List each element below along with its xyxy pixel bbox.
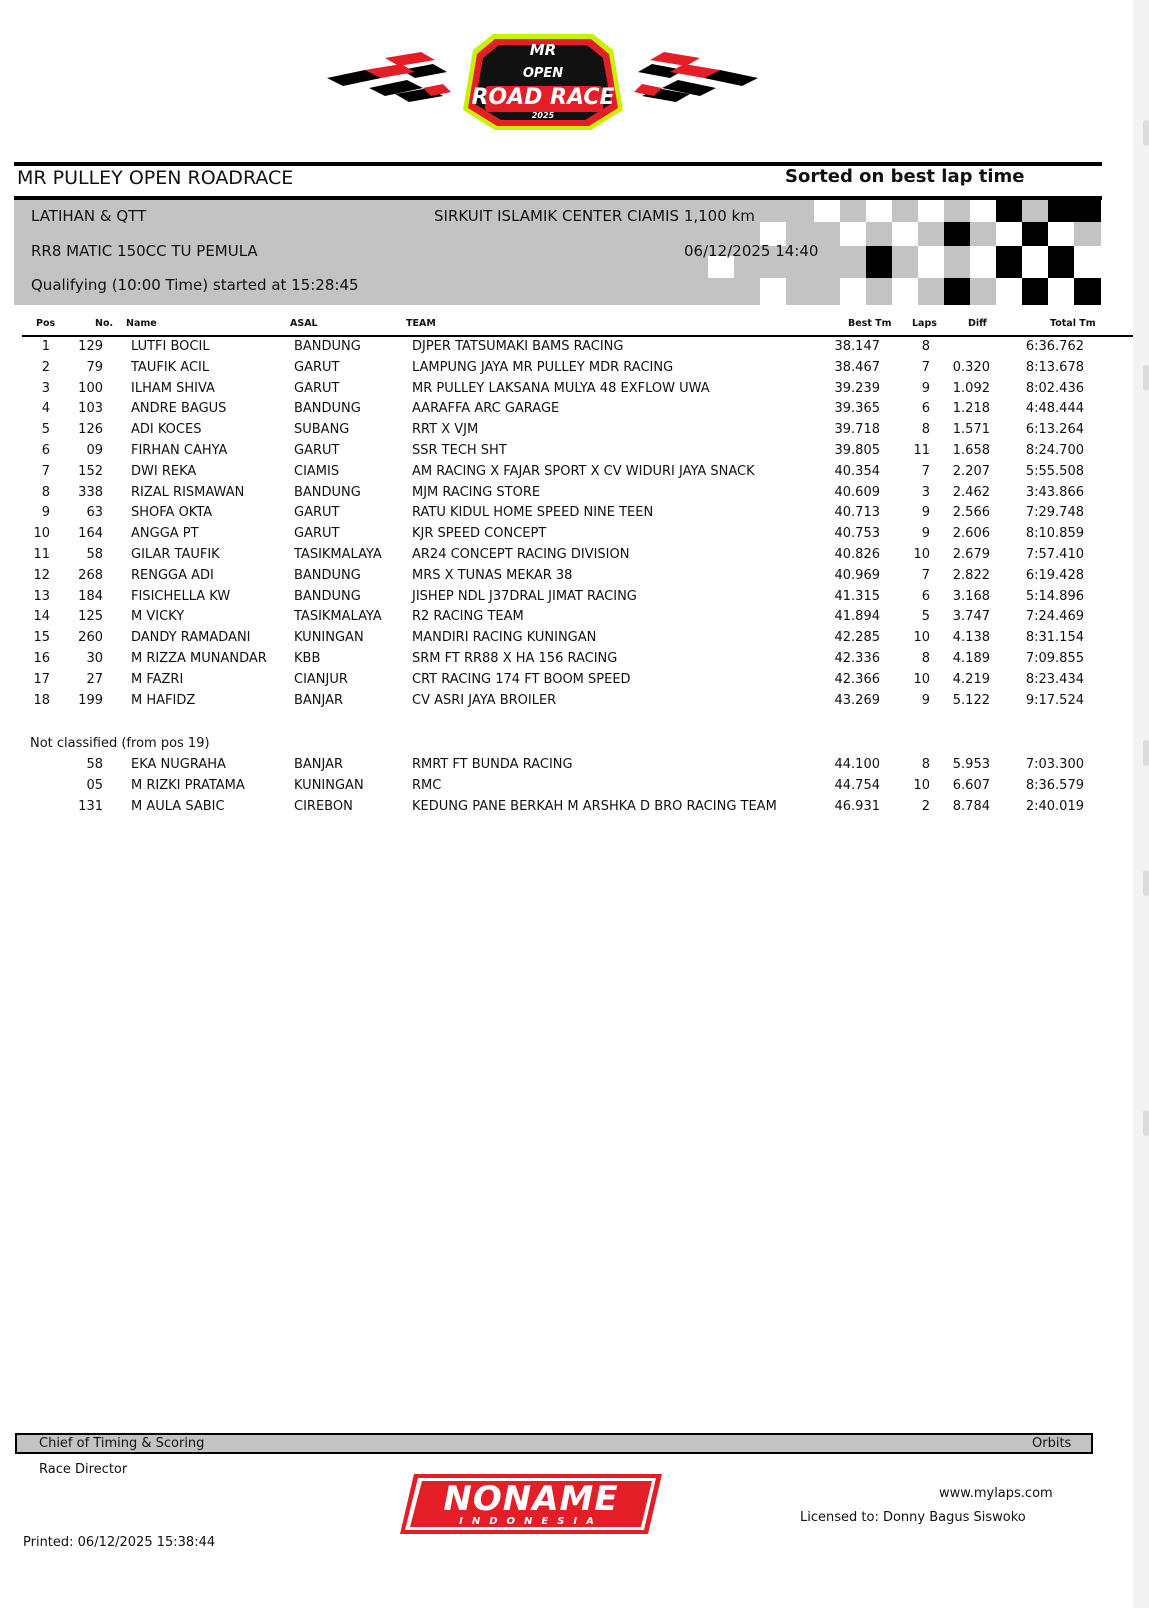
cell-name: TAUFIK ACIL: [131, 359, 210, 375]
cell-pos: 8: [41, 484, 50, 500]
table-row: [0, 778, 1133, 798]
cell-laps: 6: [921, 401, 930, 417]
cell-no: 05: [86, 777, 103, 793]
cell-laps: 8: [921, 422, 930, 438]
cell-laps: 11: [913, 443, 930, 458]
cell-best: 40.969: [834, 567, 880, 583]
col-no: No.: [95, 318, 114, 329]
cell-name: M RIZZA MUNANDAR: [131, 651, 267, 666]
cell-pos: 17: [33, 671, 50, 687]
cell-team: MJM RACING STORE: [412, 484, 541, 500]
cell-diff: 5.122: [952, 692, 990, 708]
cell-total: 7:29.748: [1025, 505, 1084, 521]
cell-team: AARAFFA ARC GARAGE: [412, 401, 560, 417]
cell-total: 3:43.866: [1025, 484, 1084, 500]
edge-mark: [1143, 365, 1149, 391]
cell-diff: 1.658: [952, 443, 990, 458]
table-row: [0, 381, 1133, 401]
cell-diff: 1.092: [952, 380, 990, 396]
table-row: [0, 505, 1133, 525]
cell-team: AM RACING X FAJAR SPORT X CV WIDURI JAYA SNACK: [412, 463, 755, 479]
cell-asal: BANJAR: [294, 692, 344, 708]
cell-diff: 4.219: [952, 671, 990, 687]
cell-no: 58: [86, 757, 103, 772]
table-row: [0, 672, 1133, 692]
table-row: [0, 526, 1133, 546]
cell-best: 40.354: [834, 463, 880, 479]
race-class: RR8 MATIC 150CC TU PEMULA: [31, 242, 258, 260]
cell-asal: GARUT: [294, 359, 340, 375]
cell-no: 58: [86, 547, 103, 562]
col-laps: Laps: [912, 318, 937, 329]
cell-best: 40.826: [834, 547, 880, 562]
table-row: [0, 609, 1133, 629]
cell-name: RIZAL RISMAWAN: [131, 484, 245, 500]
cell-asal: BANDUNG: [294, 588, 361, 604]
table-row: [0, 568, 1133, 588]
cell-total: 5:14.896: [1025, 588, 1084, 604]
cell-total: 7:57.410: [1025, 547, 1084, 562]
cell-diff: 1.218: [952, 401, 990, 417]
cell-team: KJR SPEED CONCEPT: [412, 526, 547, 542]
cell-laps: 10: [913, 671, 930, 687]
cell-best: 39.365: [834, 401, 880, 417]
cell-pos: 12: [33, 567, 50, 583]
cell-no: 126: [78, 422, 103, 438]
cell-pos: 2: [41, 359, 50, 375]
cell-asal: KBB: [294, 651, 321, 666]
cell-team: R2 RACING TEAM: [412, 609, 524, 625]
cell-best: 44.100: [834, 757, 880, 772]
cell-best: 41.894: [834, 609, 880, 625]
cell-no: 30: [86, 651, 103, 666]
cell-asal: GARUT: [294, 380, 340, 396]
cell-pos: 11: [33, 547, 50, 562]
cell-pos: 18: [33, 692, 50, 708]
footer-bar: [15, 1433, 1093, 1454]
cell-team: RMRT FT BUNDA RACING: [412, 757, 573, 772]
table-row: [0, 630, 1133, 650]
cell-total: 8:36.579: [1025, 777, 1084, 793]
cell-asal: BANJAR: [294, 757, 344, 772]
cell-no: 184: [78, 588, 103, 604]
cell-laps: 10: [913, 630, 930, 646]
cell-no: 125: [78, 609, 103, 625]
table-row: [0, 464, 1133, 484]
cell-name: ADI KOCES: [131, 422, 202, 438]
table-row: [0, 443, 1133, 463]
cell-diff: 3.168: [952, 588, 990, 604]
table-header-rule: [22, 335, 1133, 337]
cell-team: SRM FT RR88 X HA 156 RACING: [412, 651, 618, 666]
cell-no: 129: [78, 339, 103, 354]
page-edge: [1133, 0, 1149, 1608]
cell-best: 42.285: [834, 630, 880, 646]
table-row: [0, 547, 1133, 567]
results-table-header: [0, 318, 1133, 334]
cell-no: 27: [86, 671, 103, 687]
cell-pos: 15: [33, 630, 50, 646]
col-asal: ASAL: [290, 318, 318, 329]
session-type: LATIHAN & QTT: [31, 207, 147, 225]
cell-asal: CIREBON: [294, 798, 353, 814]
cell-laps: 10: [913, 547, 930, 562]
cell-laps: 9: [921, 505, 930, 521]
cell-name: ILHAM SHIVA: [131, 380, 215, 396]
cell-laps: 8: [921, 651, 930, 666]
session-datetime: 06/12/2025 14:40: [684, 242, 819, 260]
cell-team: DJPER TATSUMAKI BAMS RACING: [412, 339, 624, 354]
sort-label: Sorted on best lap time: [785, 166, 1025, 187]
cell-diff: 2.566: [952, 505, 990, 521]
cell-total: 8:24.700: [1025, 443, 1084, 458]
cell-name: M FAZRI: [131, 671, 184, 687]
col-total-time: Total Tm: [1050, 318, 1096, 329]
cell-total: 2:40.019: [1025, 798, 1084, 814]
cell-team: LAMPUNG JAYA MR PULLEY MDR RACING: [412, 359, 674, 375]
cell-team: AR24 CONCEPT RACING DIVISION: [412, 547, 630, 562]
cell-no: 131: [78, 798, 103, 814]
cell-best: 38.467: [834, 359, 880, 375]
cell-team: MR PULLEY LAKSANA MULYA 48 EXFLOW UWA: [412, 380, 710, 396]
road-race-logo: [325, 30, 760, 140]
cell-team: RATU KIDUL HOME SPEED NINE TEEN: [412, 505, 654, 521]
cell-no: 268: [78, 567, 103, 583]
edge-mark: [1143, 1110, 1149, 1136]
cell-laps: 5: [921, 609, 930, 625]
cell-no: 09: [86, 443, 103, 458]
cell-diff: 6.607: [952, 777, 990, 793]
cell-best: 46.931: [834, 798, 880, 814]
cell-best: 41.315: [834, 588, 880, 604]
cell-pos: 14: [33, 609, 50, 625]
cell-best: 42.336: [834, 651, 880, 666]
cell-asal: GARUT: [294, 526, 340, 542]
cell-total: 7:09.855: [1025, 651, 1084, 666]
cell-name: DWI REKA: [131, 463, 197, 479]
cell-total: 7:24.469: [1025, 609, 1084, 625]
cell-best: 39.239: [834, 380, 880, 396]
col-diff: Diff: [968, 318, 987, 329]
noname-text: NONAME: [443, 1479, 619, 1519]
edge-mark: [1143, 120, 1149, 146]
cell-best: 38.147: [834, 339, 880, 354]
cell-laps: 7: [921, 463, 930, 479]
cell-pos: 9: [41, 505, 50, 521]
cell-laps: 7: [921, 359, 930, 375]
col-name: Name: [126, 318, 157, 329]
cell-name: FIRHAN CAHYA: [131, 443, 228, 458]
cell-asal: TASIKMALAYA: [294, 547, 382, 562]
cell-laps: 7: [921, 567, 930, 583]
qualifying-info: Qualifying (10:00 Time) started at 15:28:45: [31, 276, 359, 294]
cell-total: 5:55.508: [1025, 463, 1084, 479]
cell-name: GILAR TAUFIK: [131, 547, 220, 562]
cell-name: RENGGA ADI: [131, 567, 214, 583]
table-row: [0, 485, 1133, 505]
cell-best: 42.366: [834, 671, 880, 687]
logo-road-race-text: ROAD RACE: [471, 85, 615, 110]
cell-pos: 7: [41, 463, 50, 479]
col-pos: Pos: [36, 318, 56, 329]
cell-diff: 2.462: [952, 484, 990, 500]
cell-asal: BANDUNG: [294, 401, 361, 417]
cell-no: 260: [78, 630, 103, 646]
cell-asal: GARUT: [294, 443, 340, 458]
cell-total: 8:02.436: [1025, 380, 1084, 396]
cell-asal: KUNINGAN: [294, 777, 364, 793]
cell-diff: 2.606: [952, 526, 990, 542]
cell-total: 6:13.264: [1025, 422, 1084, 438]
cell-pos: 1: [41, 339, 50, 354]
orbits-label: Orbits: [1032, 1436, 1072, 1451]
table-row: [0, 757, 1133, 777]
table-row: [0, 589, 1133, 609]
cell-laps: 9: [921, 526, 930, 542]
cell-total: 8:23.434: [1025, 671, 1084, 687]
cell-total: 7:03.300: [1025, 757, 1084, 772]
cell-diff: 1.571: [952, 422, 990, 438]
cell-team: RRT X VJM: [412, 422, 479, 438]
cell-best: 40.753: [834, 526, 880, 542]
cell-team: CV ASRI JAYA BROILER: [412, 692, 557, 708]
cell-asal: BANDUNG: [294, 484, 361, 500]
cell-asal: CIAMIS: [294, 463, 340, 479]
cell-name: FISICHELLA KW: [131, 588, 231, 604]
chief-of-timing: Chief of Timing & Scoring: [39, 1436, 205, 1451]
cell-asal: KUNINGAN: [294, 630, 364, 646]
cell-laps: 9: [921, 692, 930, 708]
cell-diff: 2.822: [952, 567, 990, 583]
table-row: [0, 651, 1133, 671]
cell-pos: 6: [41, 443, 50, 458]
cell-name: M AULA SABIC: [131, 798, 225, 814]
cell-pos: 4: [41, 401, 50, 417]
logo-year-text: 2025: [531, 111, 555, 120]
cell-name: M RIZKI PRATAMA: [131, 777, 245, 793]
cell-laps: 10: [913, 777, 930, 793]
indonesia-text: INDONESIA: [459, 1516, 603, 1527]
edge-mark: [1143, 740, 1149, 766]
cell-diff: 0.320: [952, 359, 990, 375]
cell-asal: CIANJUR: [294, 671, 348, 687]
cell-laps: 2: [921, 798, 930, 814]
cell-no: 100: [78, 380, 103, 396]
circuit-name: SIRKUIT ISLAMIK CENTER CIAMIS 1,100 km: [434, 207, 755, 225]
cell-pos: 16: [33, 651, 50, 666]
cell-name: M HAFIDZ: [131, 692, 196, 708]
cell-laps: 9: [921, 380, 930, 396]
cell-diff: 8.784: [952, 798, 990, 814]
cell-name: EKA NUGRAHA: [131, 757, 226, 772]
cell-no: 164: [78, 526, 103, 542]
cell-total: 9:17.524: [1025, 692, 1084, 708]
col-team: TEAM: [406, 318, 436, 329]
cell-asal: GARUT: [294, 505, 340, 521]
cell-laps: 6: [921, 588, 930, 604]
table-row: [0, 360, 1133, 380]
cell-team: SSR TECH SHT: [412, 443, 507, 458]
cell-name: ANDRE BAGUS: [131, 401, 227, 417]
cell-no: 79: [86, 359, 103, 375]
table-row: [0, 422, 1133, 442]
cell-no: 199: [78, 692, 103, 708]
cell-pos: 13: [33, 588, 50, 604]
cell-team: MANDIRI RACING KUNINGAN: [412, 630, 597, 646]
edge-mark: [1143, 870, 1149, 896]
cell-name: SHOFA OKTA: [131, 505, 213, 521]
cell-best: 43.269: [834, 692, 880, 708]
cell-team: RMC: [412, 777, 442, 793]
cell-diff: 3.747: [952, 609, 990, 625]
col-best-time: Best Tm: [848, 318, 892, 329]
cell-team: KEDUNG PANE BERKAH M ARSHKA D BRO RACING TEAM: [412, 798, 777, 814]
cell-total: 8:13.678: [1025, 359, 1084, 375]
cell-pos: 10: [33, 526, 50, 542]
printed-timestamp: Printed: 06/12/2025 15:38:44: [23, 1535, 216, 1550]
cell-total: 8:31.154: [1025, 630, 1084, 646]
website: www.mylaps.com: [939, 1486, 1053, 1501]
licensed-to: Licensed to: Donny Bagus Siswoko: [800, 1510, 1026, 1525]
cell-name: ANGGA PT: [131, 526, 199, 542]
cell-best: 44.754: [834, 777, 880, 793]
not-classified-label: Not classified (from pos 19): [30, 736, 210, 751]
cell-diff: 4.189: [952, 651, 990, 666]
cell-laps: 8: [921, 757, 930, 772]
session-info-box: [14, 200, 1101, 305]
cell-total: 4:48.444: [1025, 401, 1084, 417]
noname-indonesia-logo: [400, 1472, 662, 1536]
cell-asal: TASIKMALAYA: [294, 609, 382, 625]
cell-asal: BANDUNG: [294, 339, 361, 354]
cell-best: 40.713: [834, 505, 880, 521]
table-row: [0, 693, 1133, 713]
cell-laps: 8: [921, 339, 930, 354]
cell-no: 63: [86, 505, 103, 521]
cell-diff: 2.679: [952, 547, 990, 562]
cell-no: 103: [78, 401, 103, 417]
cell-diff: 4.138: [952, 630, 990, 646]
logo-open-text: OPEN: [522, 66, 564, 81]
cell-no: 152: [78, 463, 103, 479]
cell-best: 39.805: [834, 443, 880, 458]
logo-mr-text: MR: [529, 41, 557, 59]
cell-name: M VICKY: [131, 609, 185, 625]
cell-team: JISHEP NDL J37DRAL JIMAT RACING: [412, 588, 637, 604]
cell-diff: 5.953: [952, 757, 990, 772]
cell-pos: 3: [41, 380, 50, 396]
cell-total: 8:10.859: [1025, 526, 1084, 542]
event-title: MR PULLEY OPEN ROADRACE: [17, 167, 294, 189]
cell-total: 6:36.762: [1025, 339, 1084, 354]
table-row: [0, 799, 1133, 819]
race-director: Race Director: [39, 1462, 128, 1477]
cell-asal: SUBANG: [294, 422, 350, 438]
cell-total: 6:19.428: [1025, 567, 1084, 583]
cell-pos: 5: [41, 422, 50, 438]
cell-laps: 3: [921, 484, 930, 500]
cell-best: 40.609: [834, 484, 880, 500]
cell-diff: 2.207: [952, 463, 990, 479]
cell-team: CRT RACING 174 FT BOOM SPEED: [412, 671, 631, 687]
cell-best: 39.718: [834, 422, 880, 438]
cell-asal: BANDUNG: [294, 567, 361, 583]
table-row: [0, 339, 1133, 359]
table-row: [0, 401, 1133, 421]
cell-team: MRS X TUNAS MEKAR 38: [412, 567, 573, 583]
cell-name: LUTFI BOCIL: [131, 339, 210, 354]
cell-name: DANDY RAMADANI: [131, 630, 251, 646]
cell-no: 338: [78, 484, 103, 500]
